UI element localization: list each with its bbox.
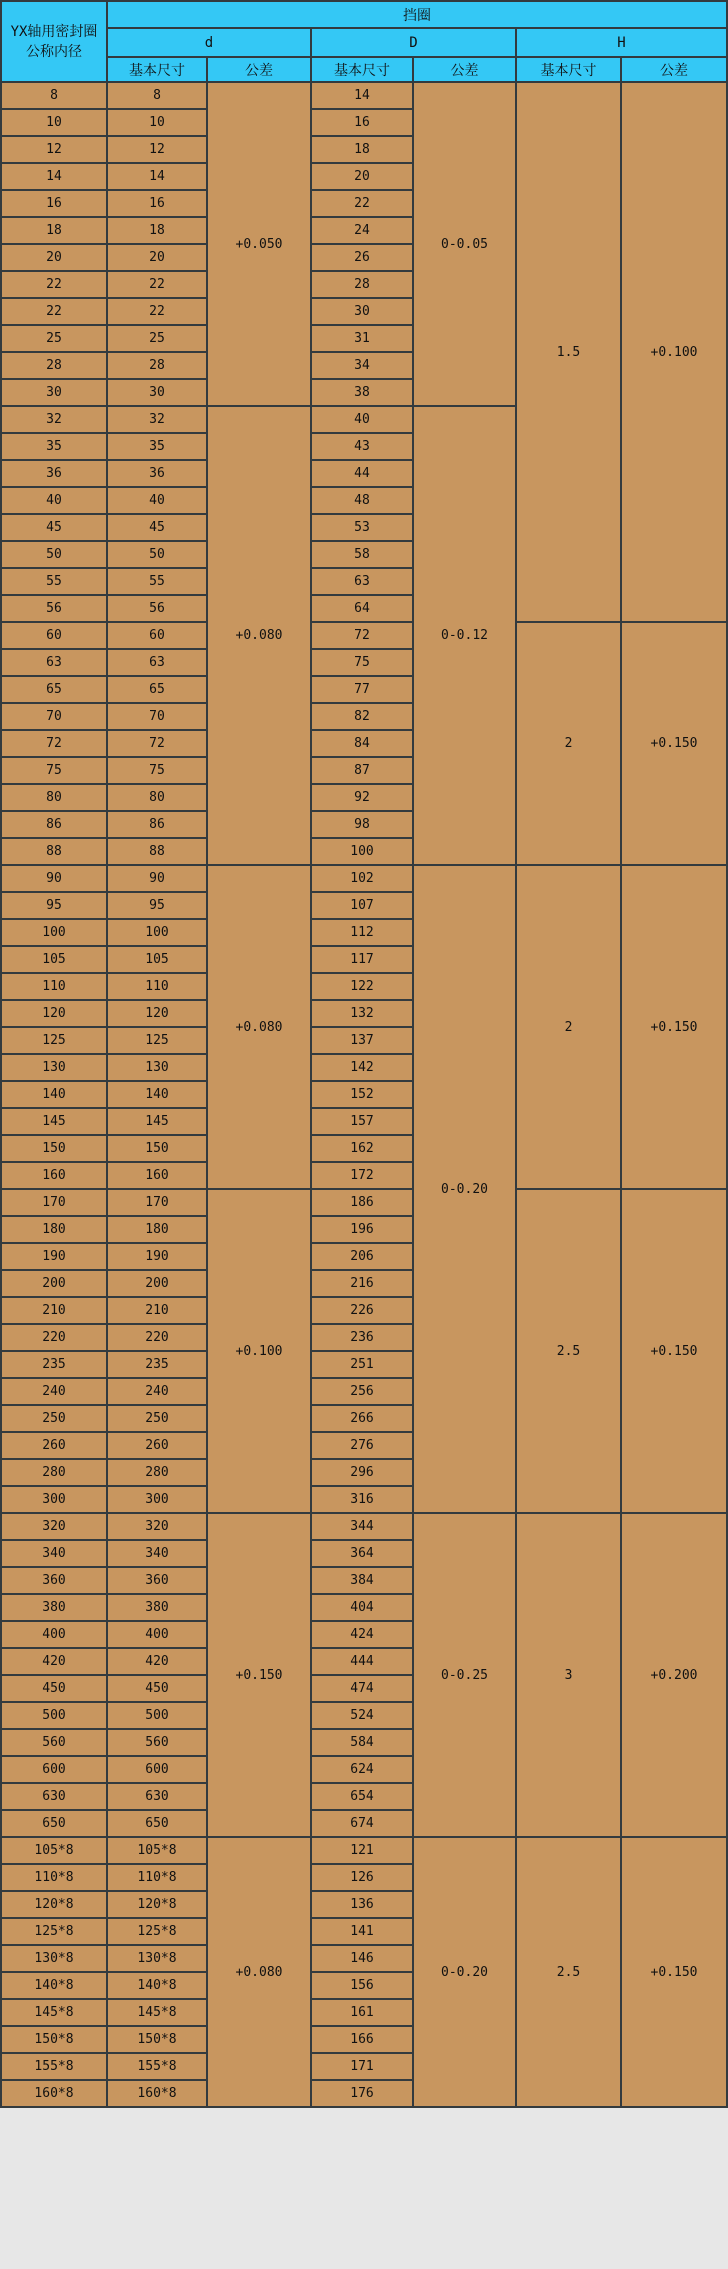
cell-nominal-diameter: 8 [1, 82, 107, 109]
cell-D-basic-size: 64 [311, 595, 413, 622]
cell-d-tolerance: +0.080 [207, 1837, 311, 2107]
cell-H-tolerance: +0.200 [621, 1513, 727, 1837]
cell-d-tolerance: +0.080 [207, 865, 311, 1189]
cell-nominal-diameter: 630 [1, 1783, 107, 1810]
cell-nominal-diameter: 120*8 [1, 1891, 107, 1918]
cell-D-basic-size: 524 [311, 1702, 413, 1729]
cell-d-basic-size: 360 [107, 1567, 207, 1594]
cell-nominal-diameter: 45 [1, 514, 107, 541]
cell-d-basic-size: 120*8 [107, 1891, 207, 1918]
cell-nominal-diameter: 140*8 [1, 1972, 107, 1999]
cell-D-basic-size: 30 [311, 298, 413, 325]
cell-d-basic-size: 88 [107, 838, 207, 865]
cell-nominal-diameter: 380 [1, 1594, 107, 1621]
table-row [1, 82, 727, 109]
cell-nominal-diameter: 420 [1, 1648, 107, 1675]
cell-H-tolerance: +0.150 [621, 865, 727, 1189]
cell-nominal-diameter: 56 [1, 595, 107, 622]
cell-D-tolerance: 0-0.25 [413, 1513, 516, 1837]
cell-nominal-diameter: 170 [1, 1189, 107, 1216]
cell-H-tolerance: +0.150 [621, 622, 727, 865]
cell-D-basic-size: 624 [311, 1756, 413, 1783]
cell-D-basic-size: 161 [311, 1999, 413, 2026]
cell-D-basic-size: 28 [311, 271, 413, 298]
cell-d-basic-size: 120 [107, 1000, 207, 1027]
cell-d-basic-size: 65 [107, 676, 207, 703]
cell-d-basic-size: 300 [107, 1486, 207, 1513]
cell-D-basic-size: 146 [311, 1945, 413, 1972]
cell-d-basic-size: 63 [107, 649, 207, 676]
cell-d-basic-size: 240 [107, 1378, 207, 1405]
cell-D-basic-size: 132 [311, 1000, 413, 1027]
cell-H-tolerance: +0.150 [621, 1189, 727, 1513]
cell-D-basic-size: 251 [311, 1351, 413, 1378]
cell-D-basic-size: 100 [311, 838, 413, 865]
cell-D-basic-size: 654 [311, 1783, 413, 1810]
cell-nominal-diameter: 125 [1, 1027, 107, 1054]
table-row [1, 1513, 727, 1540]
cell-nominal-diameter: 40 [1, 487, 107, 514]
cell-D-basic-size: 24 [311, 217, 413, 244]
cell-D-basic-size: 674 [311, 1810, 413, 1837]
cell-D-basic-size: 102 [311, 865, 413, 892]
cell-d-basic-size: 20 [107, 244, 207, 271]
cell-D-basic-size: 176 [311, 2080, 413, 2107]
table-row [1, 1837, 727, 1864]
cell-D-basic-size: 98 [311, 811, 413, 838]
cell-d-basic-size: 55 [107, 568, 207, 595]
header-col-d: d [107, 28, 311, 57]
cell-nominal-diameter: 340 [1, 1540, 107, 1567]
cell-d-basic-size: 145*8 [107, 1999, 207, 2026]
cell-d-basic-size: 420 [107, 1648, 207, 1675]
header-H-basic-size: 基本尺寸 [516, 57, 621, 82]
cell-D-basic-size: 276 [311, 1432, 413, 1459]
cell-D-basic-size: 166 [311, 2026, 413, 2053]
cell-d-basic-size: 80 [107, 784, 207, 811]
cell-nominal-diameter: 120 [1, 1000, 107, 1027]
cell-d-basic-size: 340 [107, 1540, 207, 1567]
cell-H-tolerance: +0.100 [621, 82, 727, 622]
cell-nominal-diameter: 25 [1, 325, 107, 352]
cell-d-basic-size: 650 [107, 1810, 207, 1837]
table-row [1, 865, 727, 892]
cell-D-basic-size: 14 [311, 82, 413, 109]
cell-nominal-diameter: 110*8 [1, 1864, 107, 1891]
cell-D-basic-size: 107 [311, 892, 413, 919]
cell-D-basic-size: 172 [311, 1162, 413, 1189]
cell-d-basic-size: 150 [107, 1135, 207, 1162]
cell-d-basic-size: 86 [107, 811, 207, 838]
cell-D-basic-size: 16 [311, 109, 413, 136]
cell-d-basic-size: 22 [107, 271, 207, 298]
cell-D-basic-size: 92 [311, 784, 413, 811]
cell-nominal-diameter: 100 [1, 919, 107, 946]
cell-D-basic-size: 48 [311, 487, 413, 514]
cell-D-basic-size: 364 [311, 1540, 413, 1567]
table-header [1, 1, 727, 82]
cell-d-basic-size: 105 [107, 946, 207, 973]
cell-H-basic-size: 1.5 [516, 82, 621, 622]
table-body [1, 82, 727, 2107]
cell-d-basic-size: 260 [107, 1432, 207, 1459]
cell-nominal-diameter: 65 [1, 676, 107, 703]
cell-d-basic-size: 210 [107, 1297, 207, 1324]
cell-nominal-diameter: 200 [1, 1270, 107, 1297]
cell-D-basic-size: 424 [311, 1621, 413, 1648]
cell-nominal-diameter: 90 [1, 865, 107, 892]
cell-d-basic-size: 400 [107, 1621, 207, 1648]
cell-d-basic-size: 190 [107, 1243, 207, 1270]
cell-D-basic-size: 152 [311, 1081, 413, 1108]
cell-D-basic-size: 31 [311, 325, 413, 352]
cell-D-basic-size: 20 [311, 163, 413, 190]
cell-D-basic-size: 344 [311, 1513, 413, 1540]
cell-nominal-diameter: 30 [1, 379, 107, 406]
cell-nominal-diameter: 95 [1, 892, 107, 919]
cell-nominal-diameter: 55 [1, 568, 107, 595]
cell-D-tolerance: 0-0.20 [413, 1837, 516, 2107]
cell-H-basic-size: 2 [516, 622, 621, 865]
cell-d-basic-size: 130 [107, 1054, 207, 1081]
cell-nominal-diameter: 280 [1, 1459, 107, 1486]
header-col-H: H [516, 28, 727, 57]
cell-H-basic-size: 3 [516, 1513, 621, 1837]
cell-D-basic-size: 157 [311, 1108, 413, 1135]
cell-D-basic-size: 22 [311, 190, 413, 217]
cell-H-tolerance: +0.150 [621, 1837, 727, 2107]
cell-d-basic-size: 50 [107, 541, 207, 568]
cell-d-basic-size: 125*8 [107, 1918, 207, 1945]
cell-nominal-diameter: 88 [1, 838, 107, 865]
cell-d-basic-size: 10 [107, 109, 207, 136]
cell-d-basic-size: 140*8 [107, 1972, 207, 1999]
cell-nominal-diameter: 22 [1, 298, 107, 325]
cell-d-basic-size: 18 [107, 217, 207, 244]
cell-nominal-diameter: 140 [1, 1081, 107, 1108]
cell-d-basic-size: 35 [107, 433, 207, 460]
cell-d-basic-size: 170 [107, 1189, 207, 1216]
cell-d-basic-size: 95 [107, 892, 207, 919]
cell-D-basic-size: 38 [311, 379, 413, 406]
cell-d-basic-size: 130*8 [107, 1945, 207, 1972]
cell-D-basic-size: 117 [311, 946, 413, 973]
cell-d-basic-size: 500 [107, 1702, 207, 1729]
cell-D-basic-size: 141 [311, 1918, 413, 1945]
cell-d-tolerance: +0.080 [207, 406, 311, 865]
cell-nominal-diameter: 155*8 [1, 2053, 107, 2080]
cell-nominal-diameter: 125*8 [1, 1918, 107, 1945]
cell-d-basic-size: 60 [107, 622, 207, 649]
cell-D-basic-size: 384 [311, 1567, 413, 1594]
table-row [1, 622, 727, 649]
cell-D-basic-size: 266 [311, 1405, 413, 1432]
cell-nominal-diameter: 220 [1, 1324, 107, 1351]
cell-D-basic-size: 162 [311, 1135, 413, 1162]
cell-d-tolerance: +0.050 [207, 82, 311, 406]
cell-D-basic-size: 63 [311, 568, 413, 595]
cell-d-basic-size: 40 [107, 487, 207, 514]
cell-D-basic-size: 26 [311, 244, 413, 271]
cell-d-basic-size: 105*8 [107, 1837, 207, 1864]
cell-nominal-diameter: 86 [1, 811, 107, 838]
cell-D-basic-size: 34 [311, 352, 413, 379]
header-row-group [1, 1, 727, 28]
cell-nominal-diameter: 32 [1, 406, 107, 433]
cell-nominal-diameter: 250 [1, 1405, 107, 1432]
cell-d-basic-size: 200 [107, 1270, 207, 1297]
cell-nominal-diameter: 130 [1, 1054, 107, 1081]
cell-D-basic-size: 136 [311, 1891, 413, 1918]
cell-D-basic-size: 82 [311, 703, 413, 730]
header-nominal-line2: 公称内径 [26, 43, 82, 60]
cell-d-basic-size: 36 [107, 460, 207, 487]
cell-nominal-diameter: 150*8 [1, 2026, 107, 2053]
cell-D-basic-size: 206 [311, 1243, 413, 1270]
cell-nominal-diameter: 20 [1, 244, 107, 271]
cell-D-tolerance: 0-0.05 [413, 82, 516, 406]
cell-D-basic-size: 584 [311, 1729, 413, 1756]
cell-D-basic-size: 404 [311, 1594, 413, 1621]
header-retaining-ring: 挡圈 [107, 1, 727, 28]
cell-d-basic-size: 25 [107, 325, 207, 352]
cell-nominal-diameter: 190 [1, 1243, 107, 1270]
cell-d-basic-size: 12 [107, 136, 207, 163]
cell-d-basic-size: 45 [107, 514, 207, 541]
cell-D-basic-size: 87 [311, 757, 413, 784]
cell-D-basic-size: 137 [311, 1027, 413, 1054]
cell-d-tolerance: +0.100 [207, 1189, 311, 1513]
cell-nominal-diameter: 70 [1, 703, 107, 730]
cell-d-basic-size: 160*8 [107, 2080, 207, 2107]
cell-d-basic-size: 125 [107, 1027, 207, 1054]
cell-D-basic-size: 44 [311, 460, 413, 487]
cell-d-basic-size: 630 [107, 1783, 207, 1810]
cell-nominal-diameter: 63 [1, 649, 107, 676]
cell-nominal-diameter: 12 [1, 136, 107, 163]
cell-nominal-diameter: 36 [1, 460, 107, 487]
cell-D-basic-size: 53 [311, 514, 413, 541]
cell-d-basic-size: 110*8 [107, 1864, 207, 1891]
cell-D-basic-size: 72 [311, 622, 413, 649]
cell-nominal-diameter: 60 [1, 622, 107, 649]
cell-D-basic-size: 216 [311, 1270, 413, 1297]
cell-d-basic-size: 220 [107, 1324, 207, 1351]
cell-nominal-diameter: 320 [1, 1513, 107, 1540]
cell-nominal-diameter: 145 [1, 1108, 107, 1135]
cell-D-basic-size: 156 [311, 1972, 413, 1999]
cell-H-basic-size: 2.5 [516, 1189, 621, 1513]
cell-d-basic-size: 14 [107, 163, 207, 190]
cell-H-basic-size: 2.5 [516, 1837, 621, 2107]
cell-nominal-diameter: 360 [1, 1567, 107, 1594]
cell-D-tolerance: 0-0.12 [413, 406, 516, 865]
cell-nominal-diameter: 18 [1, 217, 107, 244]
cell-nominal-diameter: 16 [1, 190, 107, 217]
cell-D-basic-size: 316 [311, 1486, 413, 1513]
cell-D-basic-size: 444 [311, 1648, 413, 1675]
cell-d-basic-size: 250 [107, 1405, 207, 1432]
cell-nominal-diameter: 105 [1, 946, 107, 973]
cell-D-basic-size: 236 [311, 1324, 413, 1351]
cell-d-basic-size: 560 [107, 1729, 207, 1756]
cell-d-basic-size: 75 [107, 757, 207, 784]
cell-D-basic-size: 122 [311, 973, 413, 1000]
cell-nominal-diameter: 560 [1, 1729, 107, 1756]
cell-D-basic-size: 40 [311, 406, 413, 433]
cell-H-basic-size: 2 [516, 865, 621, 1189]
header-row-dDH [1, 28, 727, 57]
cell-D-basic-size: 256 [311, 1378, 413, 1405]
cell-d-basic-size: 235 [107, 1351, 207, 1378]
cell-D-basic-size: 58 [311, 541, 413, 568]
header-nominal-line1: YX轴用密封圈 [10, 23, 98, 40]
header-D-basic-size: 基本尺寸 [311, 57, 413, 82]
cell-nominal-diameter: 235 [1, 1351, 107, 1378]
cell-nominal-diameter: 145*8 [1, 1999, 107, 2026]
cell-d-basic-size: 155*8 [107, 2053, 207, 2080]
cell-D-basic-size: 126 [311, 1864, 413, 1891]
cell-nominal-diameter: 75 [1, 757, 107, 784]
cell-D-basic-size: 43 [311, 433, 413, 460]
cell-d-basic-size: 56 [107, 595, 207, 622]
header-col-D: D [311, 28, 516, 57]
cell-nominal-diameter: 110 [1, 973, 107, 1000]
table-row [1, 1189, 727, 1216]
cell-d-basic-size: 280 [107, 1459, 207, 1486]
cell-nominal-diameter: 28 [1, 352, 107, 379]
cell-D-basic-size: 77 [311, 676, 413, 703]
cell-d-basic-size: 22 [107, 298, 207, 325]
cell-d-basic-size: 8 [107, 82, 207, 109]
cell-nominal-diameter: 72 [1, 730, 107, 757]
cell-d-basic-size: 28 [107, 352, 207, 379]
cell-nominal-diameter: 80 [1, 784, 107, 811]
cell-nominal-diameter: 10 [1, 109, 107, 136]
cell-d-basic-size: 160 [107, 1162, 207, 1189]
header-d-tolerance: 公差 [207, 57, 311, 82]
cell-d-basic-size: 32 [107, 406, 207, 433]
cell-nominal-diameter: 500 [1, 1702, 107, 1729]
cell-D-basic-size: 296 [311, 1459, 413, 1486]
cell-nominal-diameter: 600 [1, 1756, 107, 1783]
cell-D-basic-size: 142 [311, 1054, 413, 1081]
cell-d-basic-size: 110 [107, 973, 207, 1000]
header-D-tolerance: 公差 [413, 57, 516, 82]
cell-nominal-diameter: 400 [1, 1621, 107, 1648]
header-d-basic-size: 基本尺寸 [107, 57, 207, 82]
cell-nominal-diameter: 160 [1, 1162, 107, 1189]
cell-d-basic-size: 16 [107, 190, 207, 217]
cell-D-basic-size: 18 [311, 136, 413, 163]
cell-nominal-diameter: 14 [1, 163, 107, 190]
cell-d-basic-size: 150*8 [107, 2026, 207, 2053]
cell-D-basic-size: 75 [311, 649, 413, 676]
cell-D-basic-size: 474 [311, 1675, 413, 1702]
cell-nominal-diameter: 160*8 [1, 2080, 107, 2107]
cell-d-basic-size: 140 [107, 1081, 207, 1108]
header-nominal-diameter [1, 1, 107, 82]
cell-nominal-diameter: 35 [1, 433, 107, 460]
cell-nominal-diameter: 210 [1, 1297, 107, 1324]
cell-nominal-diameter: 22 [1, 271, 107, 298]
cell-d-basic-size: 70 [107, 703, 207, 730]
cell-nominal-diameter: 300 [1, 1486, 107, 1513]
cell-D-tolerance: 0-0.20 [413, 865, 516, 1513]
cell-D-basic-size: 226 [311, 1297, 413, 1324]
cell-nominal-diameter: 105*8 [1, 1837, 107, 1864]
cell-nominal-diameter: 180 [1, 1216, 107, 1243]
cell-d-basic-size: 145 [107, 1108, 207, 1135]
cell-d-basic-size: 100 [107, 919, 207, 946]
cell-nominal-diameter: 260 [1, 1432, 107, 1459]
cell-D-basic-size: 112 [311, 919, 413, 946]
cell-d-basic-size: 180 [107, 1216, 207, 1243]
cell-d-basic-size: 72 [107, 730, 207, 757]
cell-D-basic-size: 84 [311, 730, 413, 757]
cell-d-basic-size: 380 [107, 1594, 207, 1621]
cell-d-tolerance: +0.150 [207, 1513, 311, 1837]
cell-D-basic-size: 171 [311, 2053, 413, 2080]
cell-nominal-diameter: 150 [1, 1135, 107, 1162]
header-H-tolerance: 公差 [621, 57, 727, 82]
cell-D-basic-size: 196 [311, 1216, 413, 1243]
cell-d-basic-size: 450 [107, 1675, 207, 1702]
cell-nominal-diameter: 650 [1, 1810, 107, 1837]
cell-d-basic-size: 320 [107, 1513, 207, 1540]
cell-nominal-diameter: 130*8 [1, 1945, 107, 1972]
cell-nominal-diameter: 240 [1, 1378, 107, 1405]
header-row-sub [1, 57, 727, 82]
cell-d-basic-size: 30 [107, 379, 207, 406]
cell-D-basic-size: 186 [311, 1189, 413, 1216]
cell-nominal-diameter: 450 [1, 1675, 107, 1702]
cell-D-basic-size: 121 [311, 1837, 413, 1864]
cell-d-basic-size: 90 [107, 865, 207, 892]
cell-d-basic-size: 600 [107, 1756, 207, 1783]
cell-nominal-diameter: 50 [1, 541, 107, 568]
